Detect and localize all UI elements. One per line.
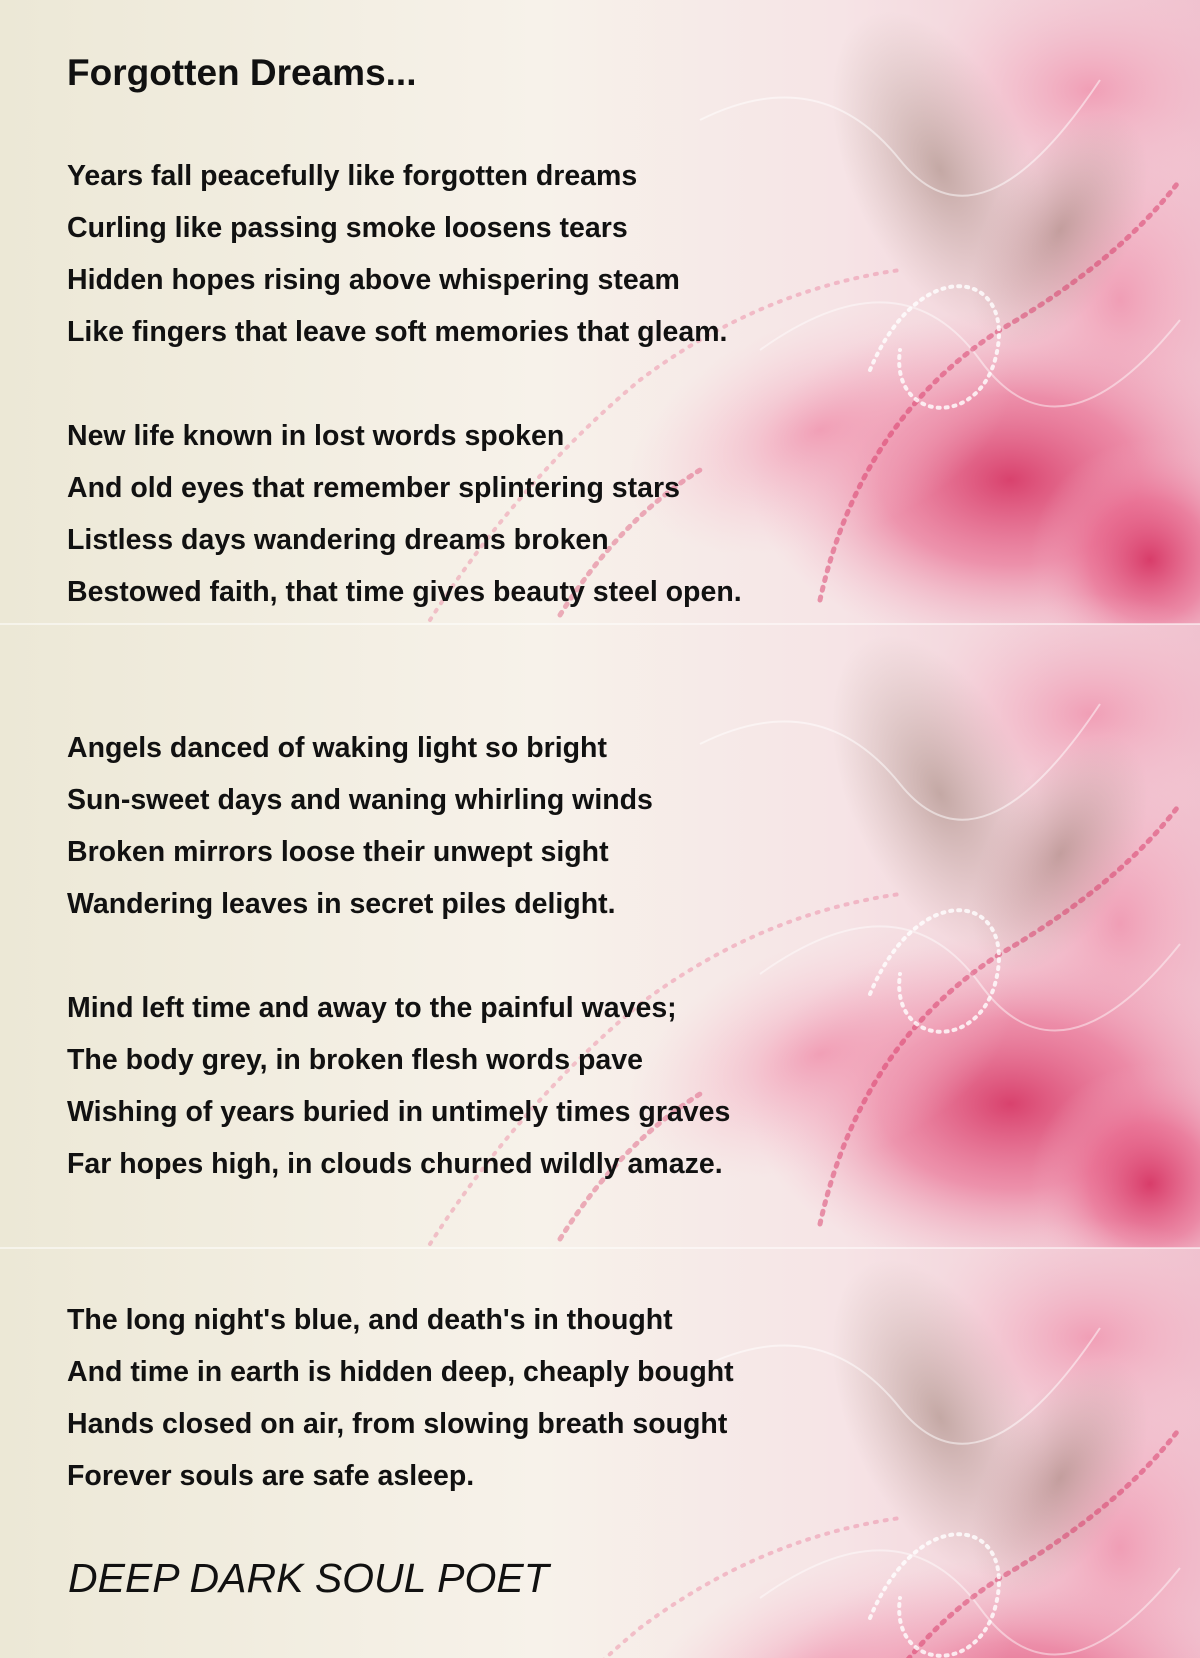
poem-line: Sun-sweet days and waning whirling winds [67,784,653,816]
poem-line: The body grey, in broken flesh words pave [67,1044,643,1076]
poem-line: And time in earth is hidden deep, cheaply bought [67,1356,734,1388]
poem-line: Wishing of years buried in untimely times graves [67,1096,731,1128]
poem-title: Forgotten Dreams... [67,52,417,93]
poem-line: And old eyes that remember splintering stars [67,472,680,504]
poem-line: Forever souls are safe asleep. [67,1460,475,1492]
poem-line: Bestowed faith, that time gives beauty steel open. [67,576,742,608]
poem-line: Hidden hopes rising above whispering steam [67,264,680,296]
poem-line: Wandering leaves in secret piles delight. [67,888,616,920]
poem-author: DEEP DARK SOUL POET [68,1555,549,1601]
poem-line: New life known in lost words spoken [67,420,565,452]
poem-line: Broken mirrors loose their unwept sight [67,836,609,868]
poem-line: Years fall peacefully like forgotten dreams [67,160,638,192]
poem-line: The long night's blue, and death's in thought [67,1304,673,1336]
poem-line: Curling like passing smoke loosens tears [67,212,628,244]
poem-line: Mind left time and away to the painful waves; [67,992,677,1024]
poem-line: Listless days wandering dreams broken [67,524,609,556]
poem-line: Far hopes high, in clouds churned wildly amaze. [67,1148,723,1180]
poem-line: Like fingers that leave soft memories that gleam. [67,316,728,348]
poem-line: Angels danced of waking light so bright [67,732,607,764]
poem-line: Hands closed on air, from slowing breath sought [67,1408,728,1440]
